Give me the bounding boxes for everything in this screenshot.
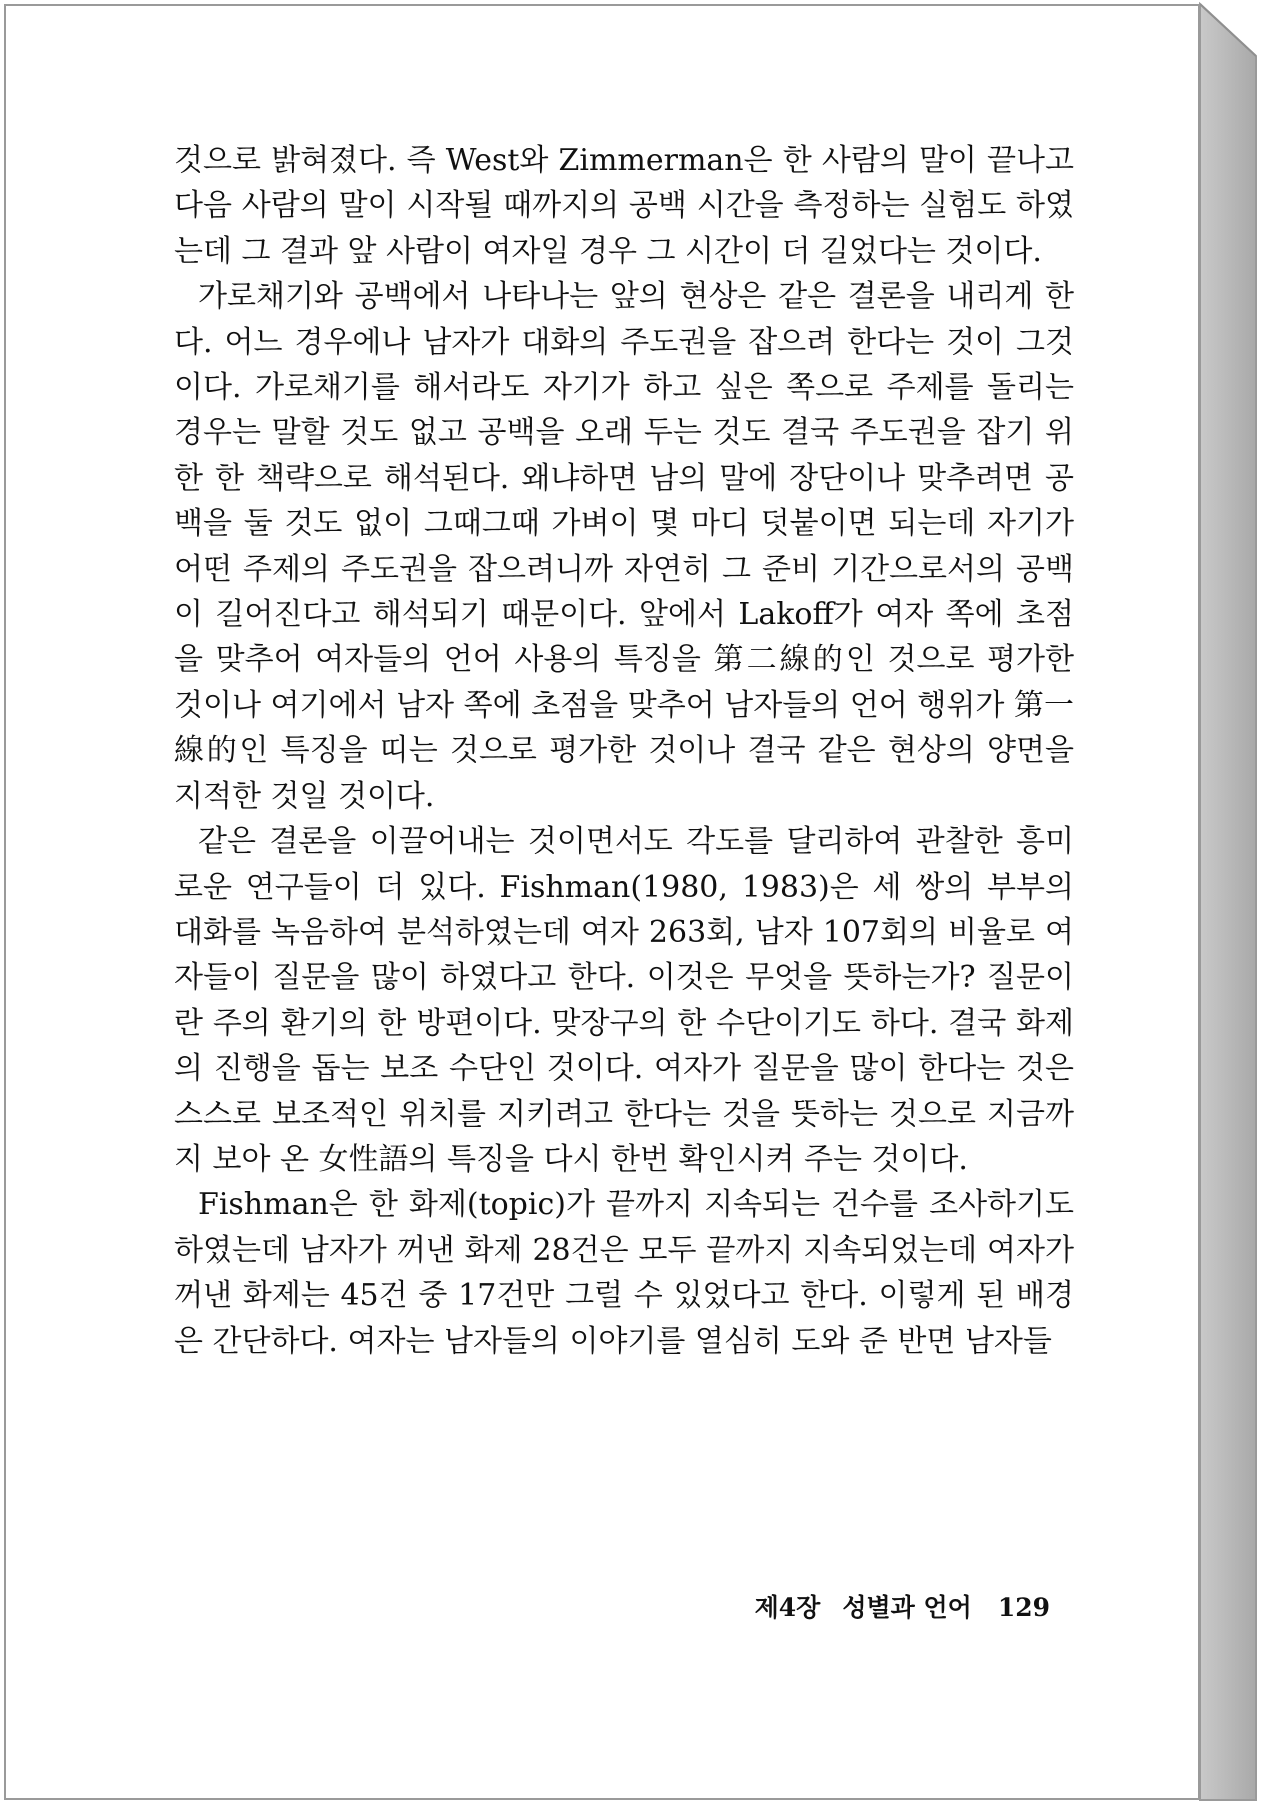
paragraph-2: 가로채기와 공백에서 나타나는 앞의 현상은 같은 결론을 내리게 한다. 어느 경우에나 남자가 대화의 주도권을 잡으려 한다는 것이 그것이다. 가로채기를 해서라도 자기가 하고 싶은 쪽으로 주제를 돌리는 경우는 말할 것도 없고 공백을 오래 두는 것도 결국 주도권을 잡기 위한 한 책략으로 해석된다. 왜냐하면 남의 말에 장단이나 맞추려면 공백을 둘 것도 없이 그때그때 가벼이 몇 마디 덧붙이면 되는데 자기가 어떤 주제의 주도권을 잡으려니까 자연히 그 준비 기간으로서의 공백이 길어진다고 해석되기 때문이다. 앞에서 Lakoff가 여자 쪽에 초점을 맞추어 여자들의 언어 사용의 특징을 第二線的인 것으로 평가한 것이나 여기에서 남자 쪽에 초점을 맞추어 남자들의 언어 행위가 第一線的인 특징을 띠는 것으로 평가한 것이나 결국 같은 현상의 양면을 지적한 것일 것이다.: [174, 279, 1074, 814]
page-body: [174, 138, 1074, 1364]
chapter-label: 제4장: [754, 1593, 821, 1622]
paragraph-3: 같은 결론을 이끌어내는 것이면서도 각도를 달리하여 관찰한 흥미로운 연구들이 더 있다. Fishman(1980, 1983)은 세 쌍의 부부의 대화를 녹음하여 분석하였는데 여자 263회, 남자 107회의 비율로 여자들이 질문을 많이 하였다고 한다. 이것은 무엇을 뜻하는가? 질문이란 주의 환기의 한 방편이다. 맞장구의 한 수단이기도 하다. 결국 화제의 진행을 돕는 보조 수단인 것이다. 여자가 질문을 많이 한다는 것은 스스로 보조적인 위치를 지키려고 한다는 것을 뜻하는 것으로 지금까지 보아 온 女性語의 특징을 다시 한번 확인시켜 주는 것이다.: [174, 824, 1074, 1177]
page-number: 129: [997, 1593, 1050, 1622]
paragraph-4: Fishman은 한 화제(topic)가 끝까지 지속되는 건수를 조사하기도 하였는데 남자가 꺼낸 화제 28건은 모두 끝까지 지속되었는데 여자가 꺼낸 화제는 45건 중 17건만 그럴 수 있었다고 한다. 이렇게 된 배경은 간단하다. 여자는 남자들의 이야기를 열심히 도와 준 반면 남자들: [174, 1187, 1074, 1359]
paragraph-1: 것으로 밝혀졌다. 즉 West와 Zimmerman은 한 사람의 말이 끝나고 다음 사람의 말이 시작될 때까지의 공백 시간을 측정하는 실험도 하였는데 그 결과 앞 사람이 여자일 경우 그 시간이 더 길었다는 것이다.: [174, 143, 1074, 269]
running-footer: [720, 1588, 1050, 1624]
chapter-title: 성별과 언어: [842, 1593, 972, 1622]
